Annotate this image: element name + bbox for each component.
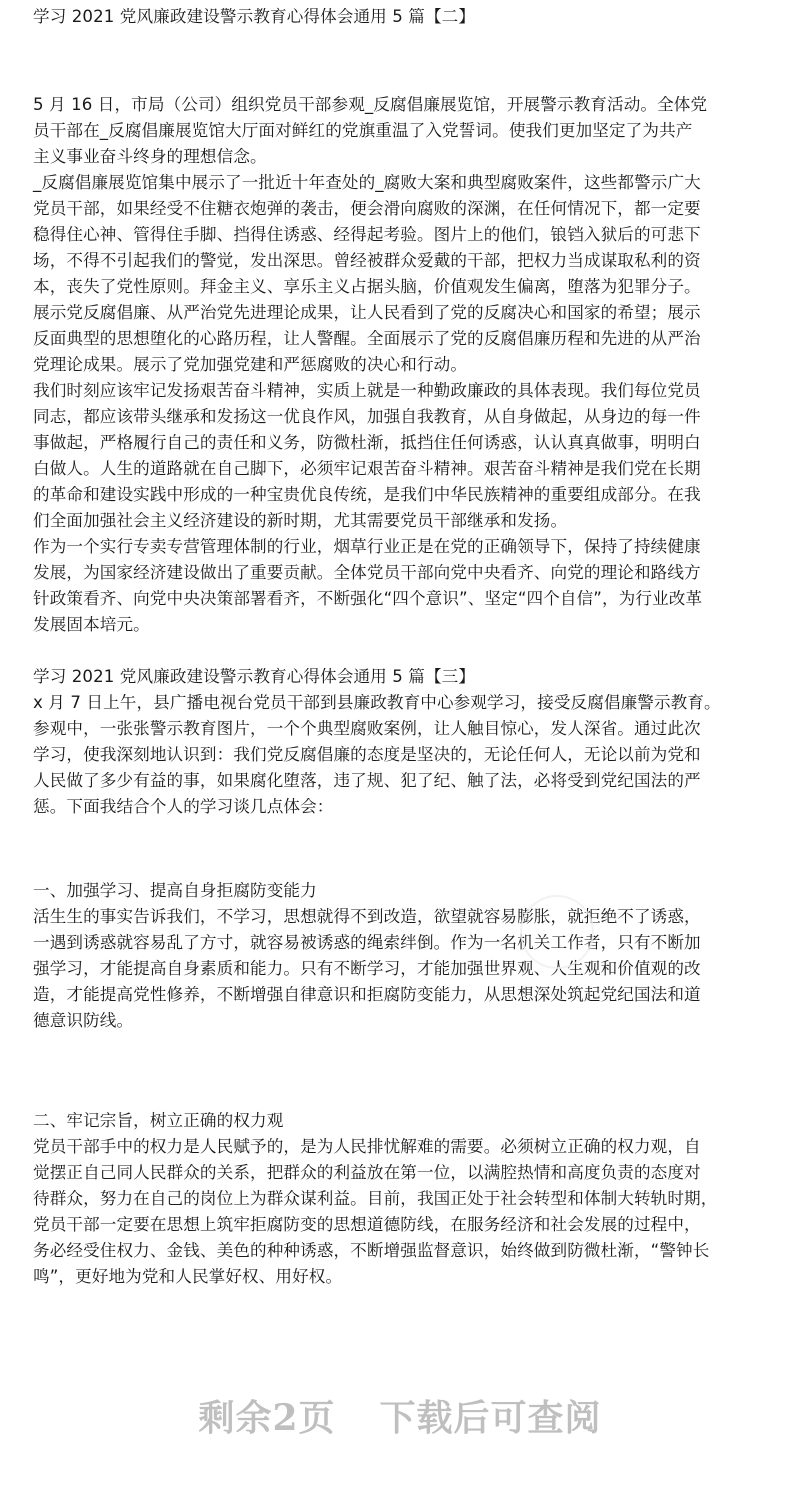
paragraph-line: 惩。下面我结合个人的学习谈几点体会：: [33, 797, 334, 816]
paragraph-line: 德意识防线。: [33, 1011, 134, 1030]
paragraph-line: 人民做了多少有益的事，如果腐化堕落，违了规、犯了纪、触了法，必将受到党纪国法的严: [33, 771, 701, 790]
download-banner[interactable]: [0, 1390, 800, 1441]
paragraph-line: 党理论成果。展示了党加强党建和严惩腐败的决心和行动。: [33, 355, 468, 374]
remaining-pages-text: 剩余2页: [198, 1397, 336, 1439]
paragraph-line: 针政策看齐、向党中央决策部署看齐，不断强化“四个意识”、坚定“四个自信”，为行业改革: [33, 589, 703, 608]
paragraph-line: 党员干部一定要在思想上筑牢拒腐防变的思想道德防线，在服务经济和社会发展的过程中，: [33, 1215, 701, 1234]
paragraph-line: 一遇到诱惑就容易乱了方寸，就容易被诱惑的绳索绊倒。作为一名机关工作者，只有不断加: [33, 933, 701, 952]
paragraph-line: 鸣”，更好地为党和人民掌好权、用好权。: [33, 1267, 343, 1286]
paragraph-line: 稳得住心神、管得住手脚、挡得住诱惑、经得起考验。图片上的他们，锒铛入狱后的可悲下: [33, 225, 701, 244]
paragraph-line: 发展，为国家经济建设做出了重要贡献。全体党员干部向党中央看齐、向党的理论和路线方: [33, 563, 701, 582]
paragraph-line: 场，不得不引起我们的警觉，发出深思。曾经被群众爱戴的干部，把权力当成谋取私利的资: [33, 251, 701, 270]
section-title-2: 学习 2021 党风廉政建设警示教育心得体会通用 5 篇【二】: [33, 7, 476, 26]
document-page: [33, 0, 781, 1496]
paragraph-line: 同志，都应该带头继承和发扬这一优良作风，加强自我教育，从自身做起，从身边的每一件: [33, 407, 701, 426]
paragraph-line: x 月 7 日上午，县广播电视台党员干部到县廉政教育中心参观学习，接受反腐倡廉警示教育。: [33, 693, 721, 712]
paragraph-line: 参观中，一张张警示教育图片，一个个典型腐败案例，让人触目惊心，发人深省。通过此次: [33, 719, 701, 738]
section-title-3: 学习 2021 党风廉政建设警示教育心得体会通用 5 篇【三】: [33, 667, 476, 686]
paragraph-line: 造，才能提高党性修养，不断增强自律意识和拒腐防变能力，从思想深处筑起党纪国法和道: [33, 985, 701, 1004]
paragraph-line: 的革命和建设实践中形成的一种宝贵优良传统，是我们中华民族精神的重要组成部分。在我: [33, 485, 701, 504]
paragraph-line: 白做人。人生的道路就在自己脚下，必须牢记艰苦奋斗精神。艰苦奋斗精神是我们党在长期: [33, 459, 701, 478]
sub-heading-2: 二、牢记宗旨，树立正确的权力观: [33, 1111, 284, 1130]
paragraph-line: 发展固本培元。: [33, 615, 150, 634]
paragraph-line: 党员干部，如果经受不住糖衣炮弹的袭击，便会滑向腐败的深渊，在任何情况下，都一定要: [33, 199, 701, 218]
paragraph-line: 作为一个实行专卖专营管理体制的行业，烟草行业正是在党的正确领导下，保持了持续健康: [33, 537, 701, 556]
paragraph-line: 觉摆正自己同人民群众的关系，把群众的利益放在第一位，以满腔热情和高度负责的态度对: [33, 1163, 701, 1182]
paragraph-line: 本，丧失了党性原则。拜金主义、享乐主义占据头脑，价值观发生偏离，堕落为犯罪分子。: [33, 277, 701, 296]
paragraph-line: 待群众，努力在自己的岗位上为群众谋利益。目前，我国正处于社会转型和体制大转轨时期，: [33, 1189, 718, 1208]
paragraph-line: 学习，使我深刻地认识到：我们党反腐倡廉的态度是坚决的，无论任何人，无论以前为党和: [33, 745, 701, 764]
paragraph-line: 活生生的事实告诉我们，不学习，思想就得不到改造，欲望就容易膨胀，就拒绝不了诱惑，: [33, 907, 701, 926]
watermark-stamp: [520, 895, 594, 969]
paragraph-line: _反腐倡廉展览馆集中展示了一批近十年查处的_腐败大案和典型腐败案件，这些都警示广大: [33, 173, 701, 192]
paragraph-line: 事做起，严格履行自己的责任和义务，防微杜渐，抵挡住任何诱惑，认认真真做事，明明白: [33, 433, 701, 452]
paragraph-line: 们全面加强社会主义经济建设的新时期，尤其需要党员干部继承和发扬。: [33, 511, 568, 530]
paragraph-line: 5 月 16 日，市局（公司）组织党员干部参观_反腐倡廉展览馆，开展警示教育活动。全体党: [33, 95, 708, 114]
download-to-view-text: 下载后可查阅: [379, 1397, 602, 1439]
paragraph-line: 展示党反腐倡廉、从严治党先进理论成果，让人民看到了党的反腐决心和国家的希望；展示: [33, 303, 701, 322]
sub-heading-1: 一、加强学习、提高自身拒腐防变能力: [33, 881, 317, 900]
paragraph-line: 主义事业奋斗终身的理想信念。: [33, 147, 267, 166]
paragraph-line: 务必经受住权力、金钱、美色的种种诱惑，不断增强监督意识，始终做到防微杜渐，“警钟长: [33, 1241, 710, 1260]
paragraph-line: 我们时刻应该牢记发扬艰苦奋斗精神，实质上就是一种勤政廉政的具体表现。我们每位党员: [33, 381, 701, 400]
paragraph-line: 员干部在_反腐倡廉展览馆大厅面对鲜红的党旗重温了入党誓词。使我们更加坚定了为共产: [33, 121, 693, 140]
paragraph-line: 党员干部手中的权力是人民赋予的，是为人民排忧解难的需要。必须树立正确的权力观，自: [33, 1137, 701, 1156]
paragraph-line: 强学习，才能提高自身素质和能力。只有不断学习，才能加强世界观、人生观和价值观的改: [33, 959, 701, 978]
paragraph-line: 反面典型的思想堕化的心路历程，让人警醒。全面展示了党的反腐倡廉历程和先进的从严治: [33, 329, 701, 348]
